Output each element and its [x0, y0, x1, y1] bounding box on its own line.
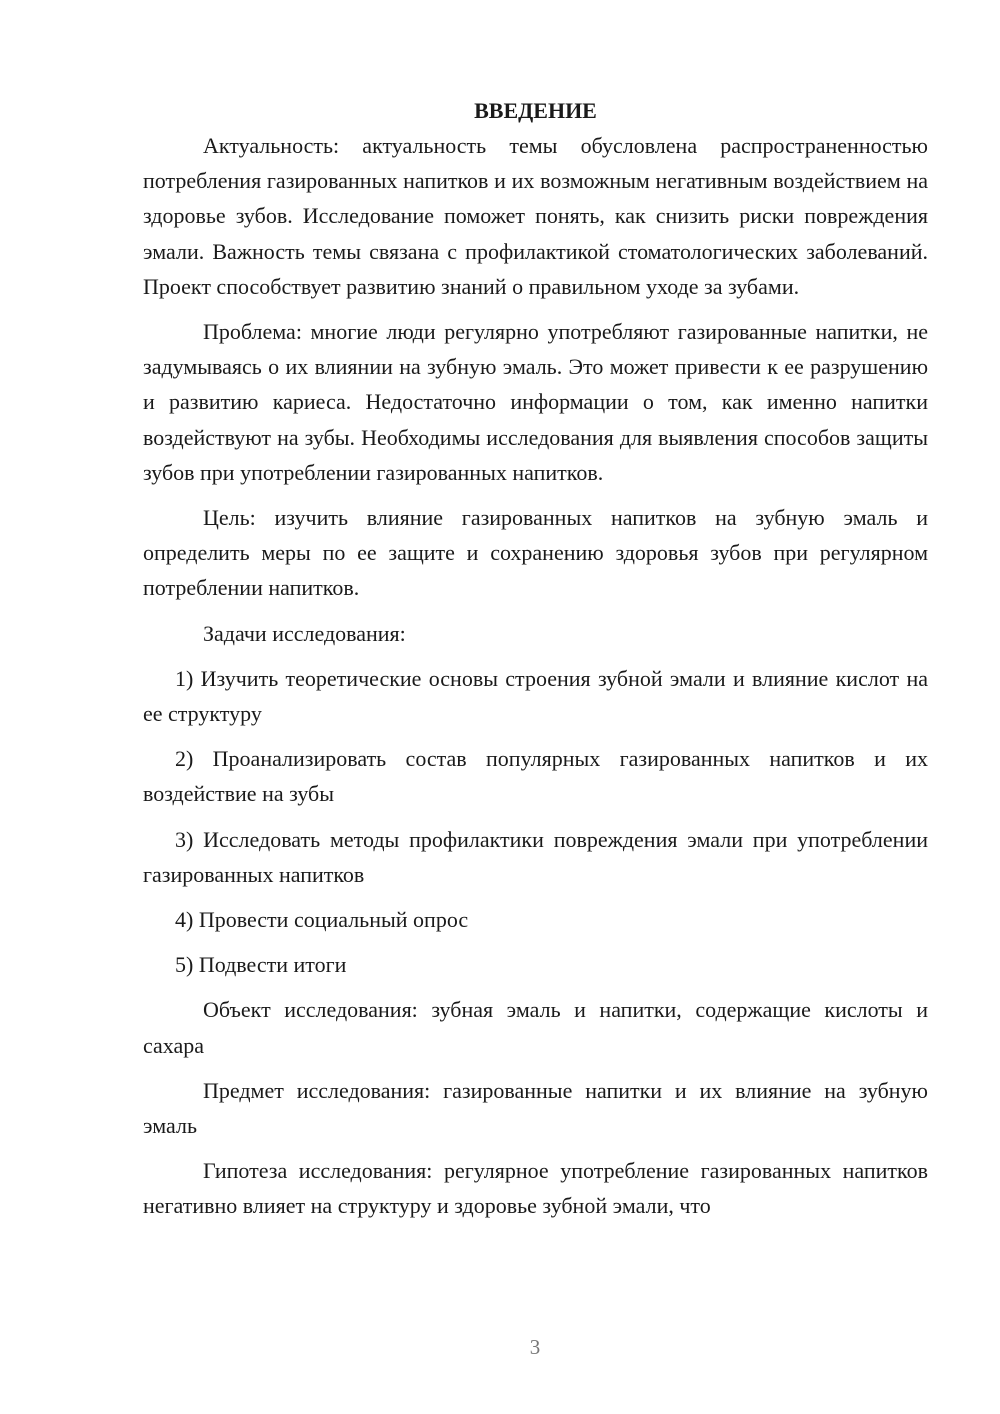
- paragraph-relevance: Актуальность: актуальность темы обусловлена распространенностью потребления газированных напитков и их возможным негативным воздействием на здоровье зубов. Исследование поможет понять, как снизить риски повреждения эмали. Важность темы связана с профилактикой стоматологических заболеваний. Проект способствует развитию знаний о правильном уходе за зубами.: [143, 133, 928, 299]
- paragraph-object: Объект исследования: зубная эмаль и напитки, содержащие кислоты и сахара: [143, 997, 928, 1058]
- paragraph-subject: Предмет исследования: газированные напитки и их влияние на зубную эмаль: [143, 1077, 928, 1139]
- section-heading: ВВЕДЕНИЕ: [474, 98, 597, 123]
- task-item-3: 3) Исследовать методы профилактики повреждения эмали при употреблении газированных напитков: [143, 826, 928, 887]
- paragraph-problem: Проблема: многие люди регулярно употребляют газированные напитки, не задумываясь о их влиянии на зубную эмаль. Это может привести к ее разрушению и развитию кариеса. Недостаточно информации о том, как именно напитки воздействуют на зубы. Необходимы исследования для выявления способов защиты зубов при употреблении газированных напитков.: [143, 319, 928, 485]
- task-item-1: 1) Изучить теоретические основы строения зубной эмали и влияние кислот на ее структуру: [143, 665, 928, 727]
- task-item-2: 2) Проанализировать состав популярных газированных напитков и их воздействие на зубы: [143, 746, 928, 807]
- paragraph-hypothesis: Гипотеза исследования: регулярное употребление газированных напитков негативно влияет на структуру и здоровье зубной эмали, что: [143, 1158, 928, 1219]
- paragraph-tasks-title: Задачи исследования:: [203, 620, 406, 646]
- paragraph-goal: Цель: изучить влияние газированных напитков на зубную эмаль и определить меры по ее защите и сохранению здоровья зубов при регулярном потреблении напитков.: [143, 505, 928, 601]
- task-item-4: 4) Провести социальный опрос: [175, 907, 469, 933]
- task-item-5: 5) Подвести итоги: [175, 952, 347, 978]
- page-content: [143, 95, 928, 1224]
- page-number: 3: [529, 1335, 541, 1359]
